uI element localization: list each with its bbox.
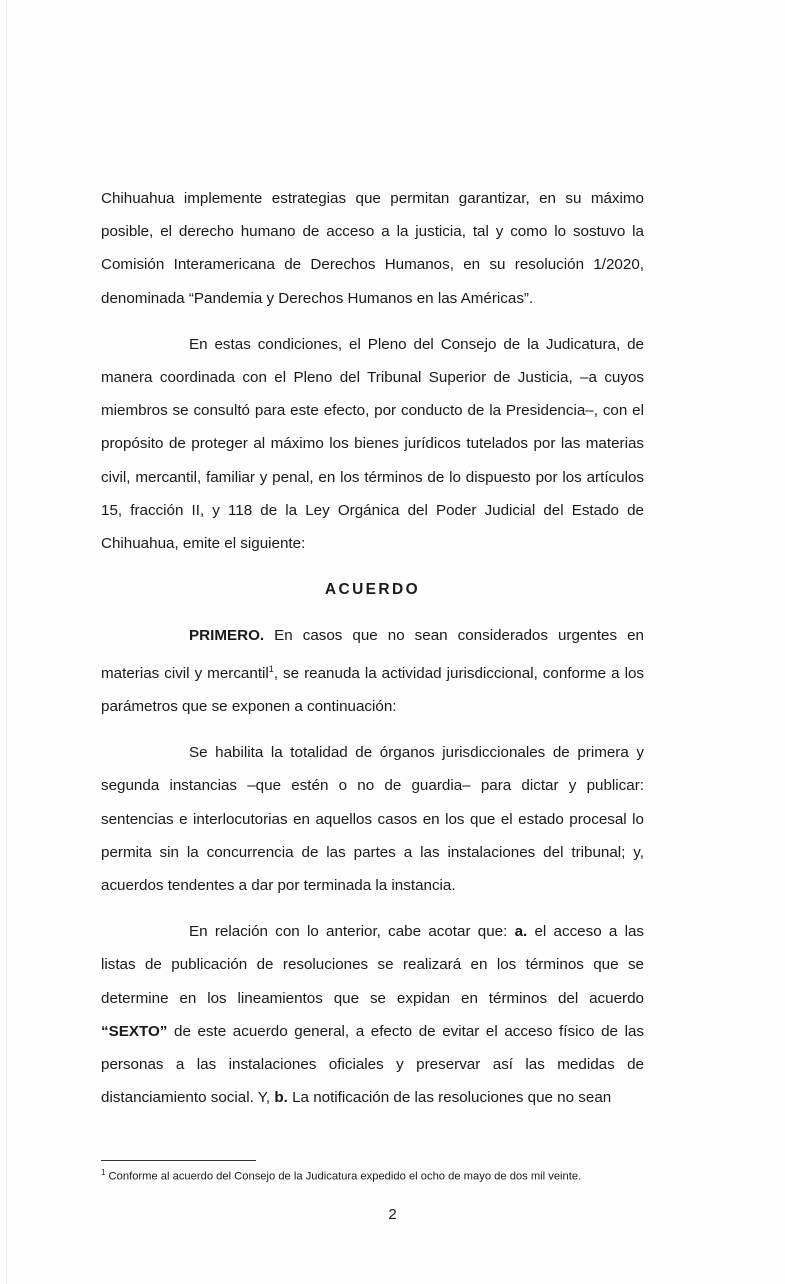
paragraph-habilita: Se habilita la totalidad de órganos jurisdiccionales de primera y segunda instancias –que estén o no de guardia– para dictar y publicar: sentencias e interlocutorias en aquellos casos en los que el estado procesal lo permita sin la concurrencia de las partes a las instalaciones del tribunal; y, acuerdos tendentes a dar por terminada la instancia. xyxy=(101,744,644,894)
footnote-separator xyxy=(101,1160,256,1161)
footnote-marker: 1 xyxy=(101,1168,106,1177)
paragraph-relacion: En relación con lo anterior, cabe acotar que: a. el acceso a las listas de publicación de resoluciones se realizará en los términos que se determine en los lineamientos que se expidan en términos del acuerdo “SEXTO” de este acuerdo general, a efecto de evitar el acceso físico de las personas a las instalaciones oficiales y preservar así las medidas de distanciamiento social. Y, b. La notificación de las resoluciones que no sean xyxy=(101,923,644,1107)
paragraph-primero: PRIMERO. En casos que no sean considerados urgentes en materias civil y mercantil$^1$, se reanuda la actividad jurisdiccional, conforme a los parámetros que se exponen a continuación: xyxy=(101,627,644,715)
section-heading: ACUERDO xyxy=(324,581,421,599)
footnote-ref: 1 xyxy=(268,663,274,674)
page-number: 2 xyxy=(388,1206,397,1223)
footnote-text: Conforme al acuerdo del Consejo de la Judicatura expedido el ocho de mayo de dos mil veinte. xyxy=(105,1170,582,1183)
document-body xyxy=(101,182,644,1114)
paragraph-continuation: Chihuahua implemente estrategias que permitan garantizar, en su máximo posible, el derecho humano de acceso a la justicia, tal y como lo sostuvo la Comisión Interamericana de Derechos Humanos, en su resolución 1/2020, denominada “Pandemia y Derechos Humanos en las Américas”. xyxy=(101,190,644,307)
scan-edge-line xyxy=(6,0,7,1284)
sexto-reference: “SEXTO” xyxy=(101,1022,168,1040)
footnote xyxy=(101,1165,646,1185)
paragraph-considerando: En estas condiciones, el Pleno del Consejo de la Judicatura, de manera coordinada con el Pleno del Tribunal Superior de Justicia, –a cuyos miembros se consultó para este efecto, por conducto de la Presidencia–, con el propósito de proteger al máximo los bienes jurídicos tutelados por las materias civil, mercantil, familiar y penal, en los términos de lo dispuesto por los artículos 15, fracción II, y 118 de la Ley Orgánica del Poder Judicial del Estado de Chihuahua, emite el siguiente: xyxy=(101,335,644,553)
primero-label: PRIMERO. xyxy=(189,627,265,645)
